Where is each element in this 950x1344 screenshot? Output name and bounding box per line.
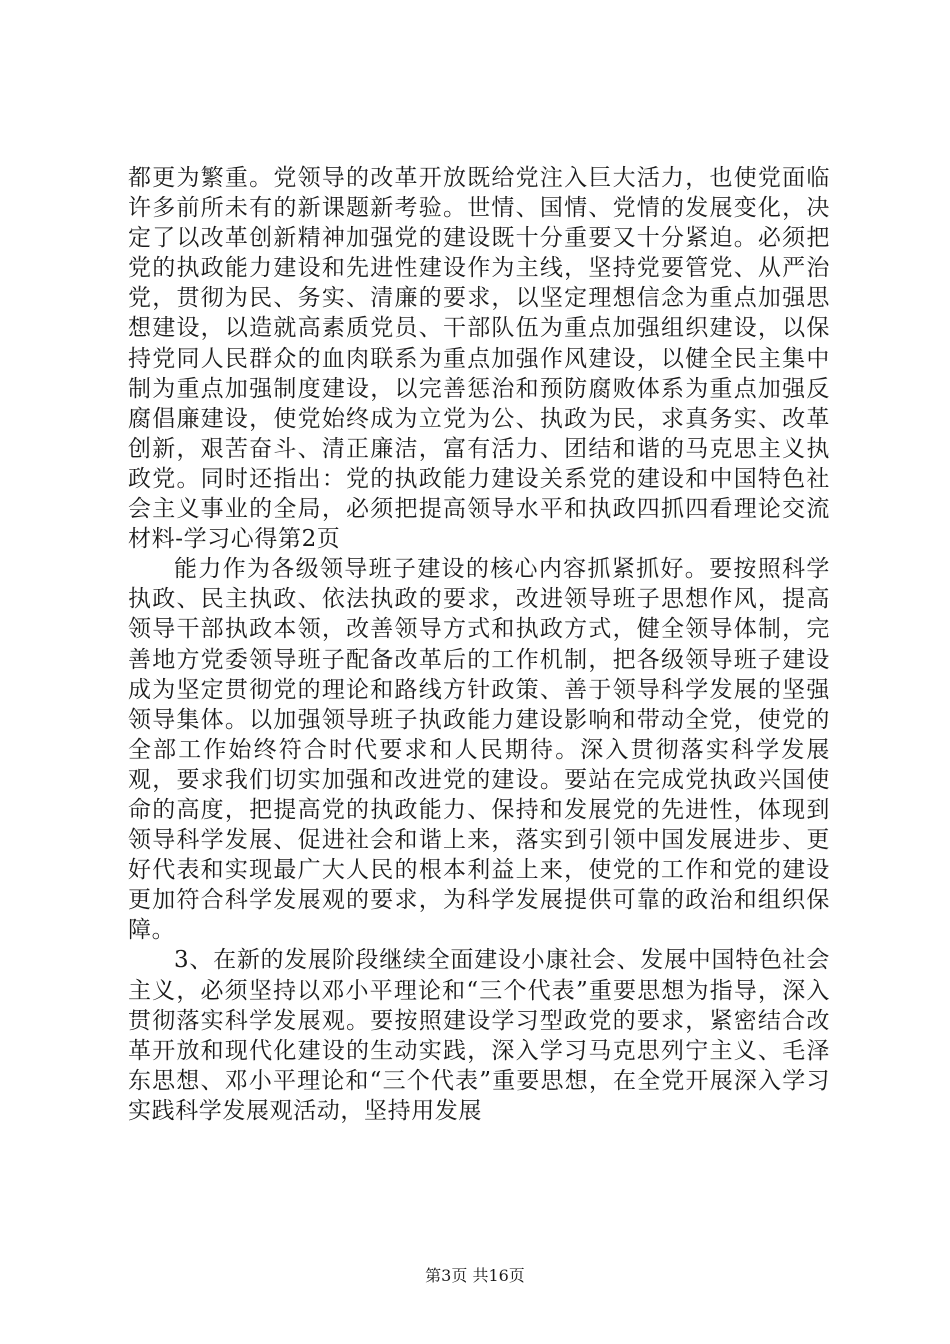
paragraph-1: 都更为繁重。党领导的改革开放既给党注入巨大活力，也使党面临许多前所未有的新课题新考验。世情、国情、党情的发展变化，决定了以改革创新精神加强党的建设既十分重要又十分紧迫。必须把党的执政能力建设和先进性建设作为主线，坚持党要管党、从严治党，贯彻为民、务实、清廉的要求，以坚定理想信念为重点加强思想建设，以造就高素质党员、干部队伍为重点加强组织建设，以保持党同人民群众的血肉联系为重点加强作风建设，以健全民主集中制为重点加强制度建设，以完善惩治和预防腐败体系为重点加强反腐倡廉建设，使党始终成为立党为公、执政为民，求真务实、改革创新，艰苦奋斗、清正廉洁，富有活力、团结和谐的马克思主义执政党。同时还指出：党的执政能力建设关系党的建设和中国特色社会主义事业的全局，必须把提高领导水平和执政四抓四看理论交流材料-学习心得第2页	[128, 165, 830, 553]
paragraph-2: 能力作为各级领导班子建设的核心内容抓紧抓好。要按照科学执政、民主执政、依法执政的要求，改进领导班子思想作风，提高领导干部执政本领，改善领导方式和执政方式，健全领导体制，完善地方党委领导班子配备改革后的工作机制，把各级领导班子建设成为坚定贯彻党的理论和路线方针政策、善于领导科学发展的坚强领导集体。以加强领导班子执政能力建设影响和带动全党，使党的全部工作始终符合时代要求和人民期待。深入贯彻落实科学发展观，要求我们切实加强和改进党的建设。要站在完成党执政兴国使命的高度，把提高党的执政能力、保持和发展党的先进性，体现到领导科学发展、促进社会和谐上来，落实到引领中国发展进步、更好代表和实现最广大人民的根本利益上来，使党的工作和党的建设更加符合科学发展观的要求，为科学发展提供可靠的政治和组织保障。	[128, 556, 830, 944]
paragraph-3: 3、在新的发展阶段继续全面建设小康社会、发展中国特色社会主义，必须坚持以邓小平理论和“三个代表”重要思想为指导，深入贯彻落实科学发展观。要按照建设学习型政党的要求，紧密结合改革开放和现代化建设的生动实践，深入学习马克思列宁主义、毛泽东思想、邓小平理论和“三个代表”重要思想，在全党开展深入学习实践科学发展观活动，坚持用发展	[128, 947, 830, 1124]
document-body	[128, 163, 830, 1126]
page-footer: 第3页 共16页	[425, 1266, 525, 1285]
